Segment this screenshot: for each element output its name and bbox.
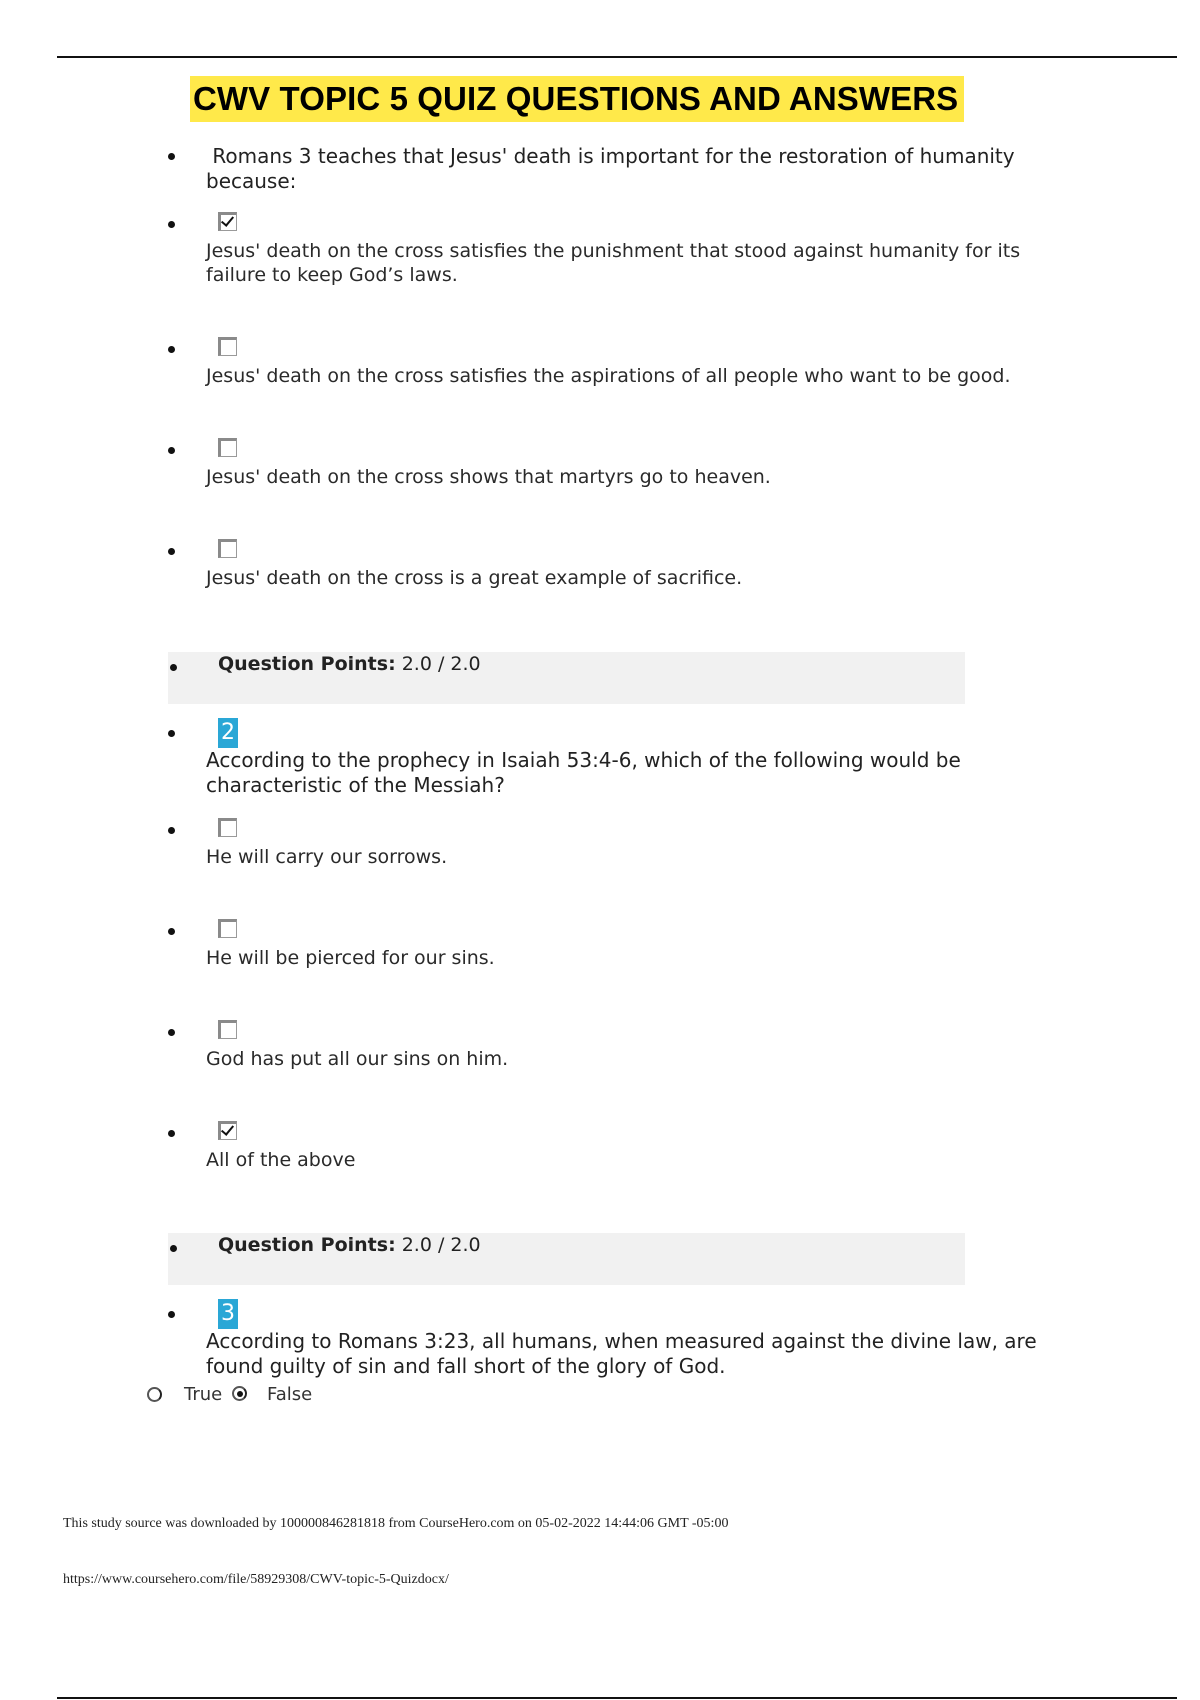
bullet-icon — [168, 730, 175, 737]
question-3-number: 3 — [218, 1299, 238, 1329]
bullet-icon — [168, 548, 175, 555]
bullet-icon — [170, 1245, 177, 1252]
bullet-icon — [168, 1130, 175, 1137]
checkbox-icon[interactable] — [218, 1020, 237, 1039]
bullet-icon — [168, 221, 175, 228]
q1-points-box — [168, 652, 965, 704]
q1-points-value: 2.0 / 2.0 — [401, 653, 481, 675]
question-2-text: According to the prophecy in Isaiah 53:4-6, which of the following would be characteristic of the Messiah? — [206, 748, 961, 797]
false-radio-icon[interactable] — [232, 1386, 247, 1401]
checkbox-icon[interactable] — [218, 438, 237, 457]
bullet-icon — [168, 928, 175, 935]
download-note: This study source was downloaded by 100000846281818 from CourseHero.com on 05-02-2022 14:44:06 GMT -05:00 — [63, 1516, 729, 1531]
bottom-rule — [57, 1697, 1177, 1699]
bullet-icon — [168, 447, 175, 454]
q2-option-1-text: He will carry our sorrows. — [206, 846, 448, 868]
source-url[interactable]: https://www.coursehero.com/file/58929308/CWV-topic-5-Quizdocx/ — [63, 1572, 449, 1587]
true-radio-icon[interactable] — [147, 1387, 162, 1402]
q1-option-3-text: Jesus' death on the cross shows that martyrs go to heaven. — [206, 466, 771, 488]
page-title: CWV TOPIC 5 QUIZ QUESTIONS AND ANSWERS — [190, 76, 964, 122]
question-2-number: 2 — [218, 718, 238, 748]
checkbox-icon[interactable] — [218, 539, 237, 558]
bullet-icon — [168, 827, 175, 834]
checked-checkbox-icon[interactable] — [218, 1121, 237, 1140]
q2-points-label: Question Points: — [218, 1234, 396, 1256]
q2-option-2-text: He will be pierced for our sins. — [206, 947, 495, 969]
q1-option-2-text: Jesus' death on the cross satisfies the aspirations of all people who want to be good. — [206, 365, 1011, 387]
bullet-icon — [168, 1311, 175, 1318]
bullet-icon — [168, 1029, 175, 1036]
q2-points-box — [168, 1233, 965, 1285]
q1-option-4-text: Jesus' death on the cross is a great example of sacrifice. — [206, 567, 743, 589]
true-label: True — [184, 1384, 223, 1405]
q2-points-value: 2.0 / 2.0 — [401, 1234, 481, 1256]
top-rule — [57, 56, 1177, 58]
checkbox-icon[interactable] — [218, 919, 237, 938]
checkbox-icon[interactable] — [218, 337, 237, 356]
checkbox-icon[interactable] — [218, 818, 237, 837]
q2-option-3-text: God has put all our sins on him. — [206, 1048, 509, 1070]
q1-points-label: Question Points: — [218, 653, 396, 675]
checked-checkbox-icon[interactable] — [218, 212, 237, 231]
title-container — [190, 76, 964, 122]
false-label: False — [267, 1384, 313, 1405]
q2-option-4-text: All of the above — [206, 1149, 356, 1171]
question-3-text: According to Romans 3:23, all humans, when measured against the divine law, are found guilty of sin and fall short of the glory of God. — [206, 1329, 1037, 1378]
bullet-icon — [170, 664, 177, 671]
bullet-icon — [168, 153, 175, 160]
question-1-text: Romans 3 teaches that Jesus' death is important for the restoration of humanity because: — [206, 144, 1021, 193]
q1-option-1-text: Jesus' death on the cross satisfies the punishment that stood against humanity for its failure to keep God’s laws. — [206, 240, 1021, 286]
bullet-icon — [168, 346, 175, 353]
